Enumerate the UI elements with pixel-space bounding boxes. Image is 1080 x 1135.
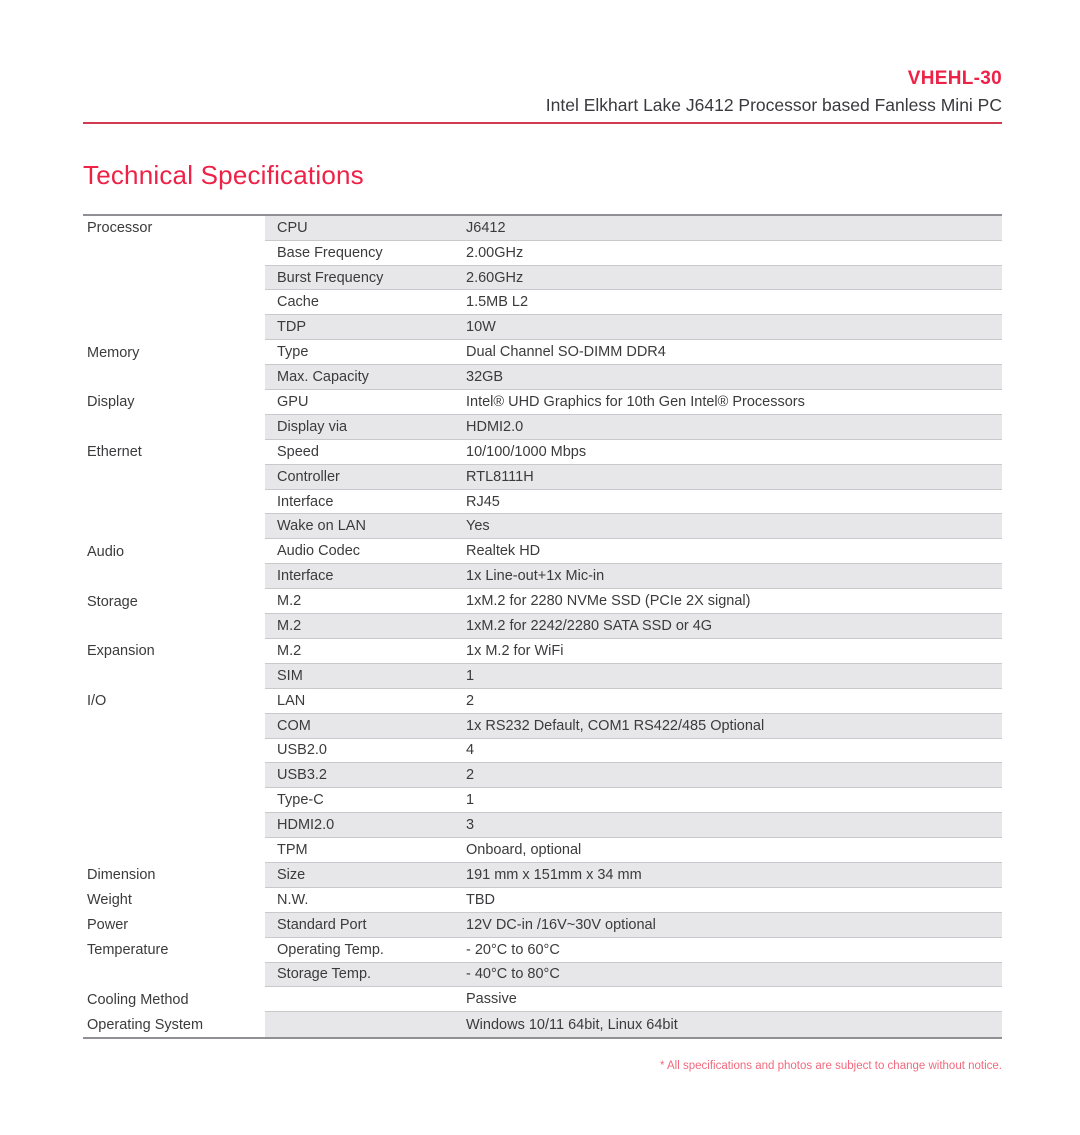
spec-row-band [265,340,1002,365]
spec-value: Intel® UHD Graphics for 10th Gen Intel® Processors [466,393,805,410]
spec-item: Display via [277,418,348,435]
spec-row [83,614,1002,639]
spec-row [83,963,1002,988]
spec-row [83,689,1002,714]
spec-table [83,214,1002,1039]
spec-row-band [265,390,1002,415]
spec-item [265,987,465,1011]
spec-row [83,490,1002,515]
spec-item: Type-C [277,792,324,809]
spec-value: 1xM.2 for 2242/2280 SATA SSD or 4G [466,617,713,634]
spec-category [83,266,265,291]
spec-item: USB3.2 [277,767,327,784]
spec-row-band [265,788,1002,813]
spec-row-band [265,241,1002,266]
spec-row [83,788,1002,813]
spec-row-band [265,938,1002,963]
spec-row [83,340,1002,365]
spec-value: 2 [466,767,475,784]
spec-row-band [265,689,1002,714]
spec-item: Operating Temp. [277,941,384,958]
spec-row [83,465,1002,490]
spec-row [83,938,1002,963]
page-title: Technical Specifications [83,159,364,190]
spec-category: Dimension [83,863,265,888]
spec-value: 10W [466,319,496,336]
spec-row [83,913,1002,938]
spec-row [83,365,1002,390]
spec-item: SIM [277,667,303,684]
spec-row-band [265,739,1002,764]
spec-value: 4 [466,742,475,759]
spec-row-band [265,664,1002,689]
spec-row [83,315,1002,340]
spec-item [265,1012,465,1037]
spec-category [83,838,265,863]
product-model: VHEHL-30 [907,68,1002,89]
spec-row-band [265,216,1002,241]
spec-row [83,1012,1002,1037]
spec-category [83,963,265,988]
spec-category: Operating System [83,1012,265,1037]
spec-row-band [265,987,1002,1012]
spec-category [83,664,265,689]
spec-category: Cooling Method [83,987,265,1012]
spec-row [83,589,1002,614]
spec-item: Wake on LAN [277,518,366,535]
spec-row [83,514,1002,539]
spec-value: RTL8111H [466,468,534,485]
spec-value: 1xM.2 for 2280 NVMe SSD (PCIe 2X signal) [466,593,751,610]
spec-row [83,539,1002,564]
spec-item: Speed [277,443,319,460]
spec-category [83,315,265,340]
spec-row [83,440,1002,465]
spec-value: Passive [466,991,517,1008]
header-rule-divider [83,122,1002,124]
spec-row [83,664,1002,689]
spec-row-band [265,514,1002,539]
spec-row [83,863,1002,888]
spec-item: Audio Codec [277,543,361,560]
spec-category [83,415,265,440]
spec-row-band [265,763,1002,788]
spec-category [83,788,265,813]
spec-row-band [265,365,1002,390]
spec-item: TPM [277,842,308,858]
spec-row-band [265,913,1002,938]
spec-row [83,390,1002,415]
spec-value: 1x Line-out+1x Mic-in [466,568,605,585]
spec-row-band [265,465,1002,490]
spec-value: 2 [466,692,475,709]
spec-value: Yes [466,518,490,535]
spec-item: M.2 [277,642,302,659]
spec-category: Processor [83,216,265,241]
spec-category: Weight [83,888,265,913]
spec-row [83,987,1002,1012]
spec-row-band [265,589,1002,614]
spec-item: Size [277,866,306,883]
spec-value: 1.5MB L2 [466,294,529,311]
spec-row [83,888,1002,913]
spec-item: Interface [277,568,334,585]
spec-row-band [265,315,1002,340]
spec-category: Ethernet [83,440,265,465]
spec-row [83,290,1002,315]
doc-header [83,0,1002,124]
spec-value: TBD [466,891,495,908]
spec-row-band [265,564,1002,589]
spec-category: Display [83,390,265,415]
spec-row-band [265,714,1002,739]
spec-value: Dual Channel SO-DIMM DDR4 [466,344,666,361]
footer-note: * All specifications and photos are subject to change without notice. [659,1060,1002,1073]
spec-category: Power [83,913,265,938]
spec-value: 191 mm x 151mm x 34 mm [466,866,642,883]
spec-row [83,216,1002,241]
spec-item: TDP [277,319,306,336]
spec-item: Burst Frequency [277,269,384,286]
spec-row-band [265,888,1002,913]
spec-category [83,514,265,539]
spec-row-band [265,813,1002,838]
spec-row-band [265,863,1002,888]
spec-row [83,838,1002,863]
spec-category [83,714,265,739]
spec-row [83,763,1002,788]
spec-row-band [265,440,1002,465]
spec-row-band [265,266,1002,291]
spec-item: HDMI2.0 [277,817,335,834]
spec-value: HDMI2.0 [466,418,524,435]
spec-category [83,241,265,266]
spec-category: Expansion [83,639,265,664]
spec-item: Cache [277,294,319,311]
spec-value: - 40°C to 80°C [466,966,560,983]
spec-item: Storage Temp. [277,966,372,983]
spec-row [83,241,1002,266]
spec-item: M.2 [277,617,302,634]
spec-row [83,415,1002,440]
spec-row-band [265,614,1002,639]
spec-category [83,490,265,515]
spec-item: Interface [277,493,334,510]
spec-value: - 20°C to 60°C [466,941,560,958]
spec-item: CPU [277,219,308,236]
spec-row-band [265,415,1002,440]
spec-category [83,614,265,639]
spec-item: USB2.0 [277,742,327,759]
spec-item: N.W. [277,891,309,908]
spec-category [83,763,265,788]
spec-category [83,365,265,390]
spec-value: 2.00GHz [466,244,524,261]
spec-category: Storage [83,589,265,614]
spec-category: Audio [83,539,265,564]
spec-value: 10/100/1000 Mbps [466,443,587,460]
spec-value: 1 [466,667,475,684]
spec-value: 32GB [466,369,504,386]
spec-row [83,639,1002,664]
spec-row [83,739,1002,764]
spec-category [83,290,265,315]
spec-row [83,564,1002,589]
spec-value: Windows 10/11 64bit, Linux 64bit [466,1016,678,1033]
spec-category [83,813,265,838]
spec-value: 1x RS232 Default, COM1 RS422/485 Optional [466,717,765,734]
spec-category [83,564,265,589]
spec-row [83,266,1002,291]
spec-row-band [265,539,1002,564]
spec-category [83,465,265,490]
spec-category: Temperature [83,938,265,963]
spec-category: I/O [83,689,265,714]
spec-row [83,813,1002,838]
spec-value: 2.60GHz [466,269,524,286]
spec-row-band [265,490,1002,515]
spec-value: 3 [466,817,475,834]
spec-value: RJ45 [466,493,500,510]
spec-row-band [265,838,1002,863]
spec-item: Type [277,344,309,361]
spec-value: J6412 [466,219,506,236]
spec-item: GPU [277,393,309,410]
spec-sheet-page [83,0,1002,1072]
spec-item: Base Frequency [277,244,383,261]
spec-row-band [265,1012,1002,1037]
spec-row-band [265,639,1002,664]
spec-item: Controller [277,468,340,485]
spec-item: LAN [277,692,306,709]
spec-row [83,714,1002,739]
spec-item: M.2 [277,593,302,610]
spec-value: Realtek HD [466,543,541,560]
spec-value: Onboard, optional [466,842,582,858]
spec-row-band [265,963,1002,988]
spec-row-band [265,290,1002,315]
spec-item: Standard Port [277,916,367,933]
spec-category: Memory [83,340,265,365]
spec-value: 1x M.2 for WiFi [466,642,564,659]
spec-item: COM [277,717,311,734]
product-subtitle: Intel Elkhart Lake J6412 Processor based Fanless Mini PC [545,94,1002,115]
spec-value: 1 [466,792,475,809]
spec-category [83,739,265,764]
spec-value: 12V DC-in /16V~30V optional [466,916,656,933]
spec-item: Max. Capacity [277,369,369,386]
